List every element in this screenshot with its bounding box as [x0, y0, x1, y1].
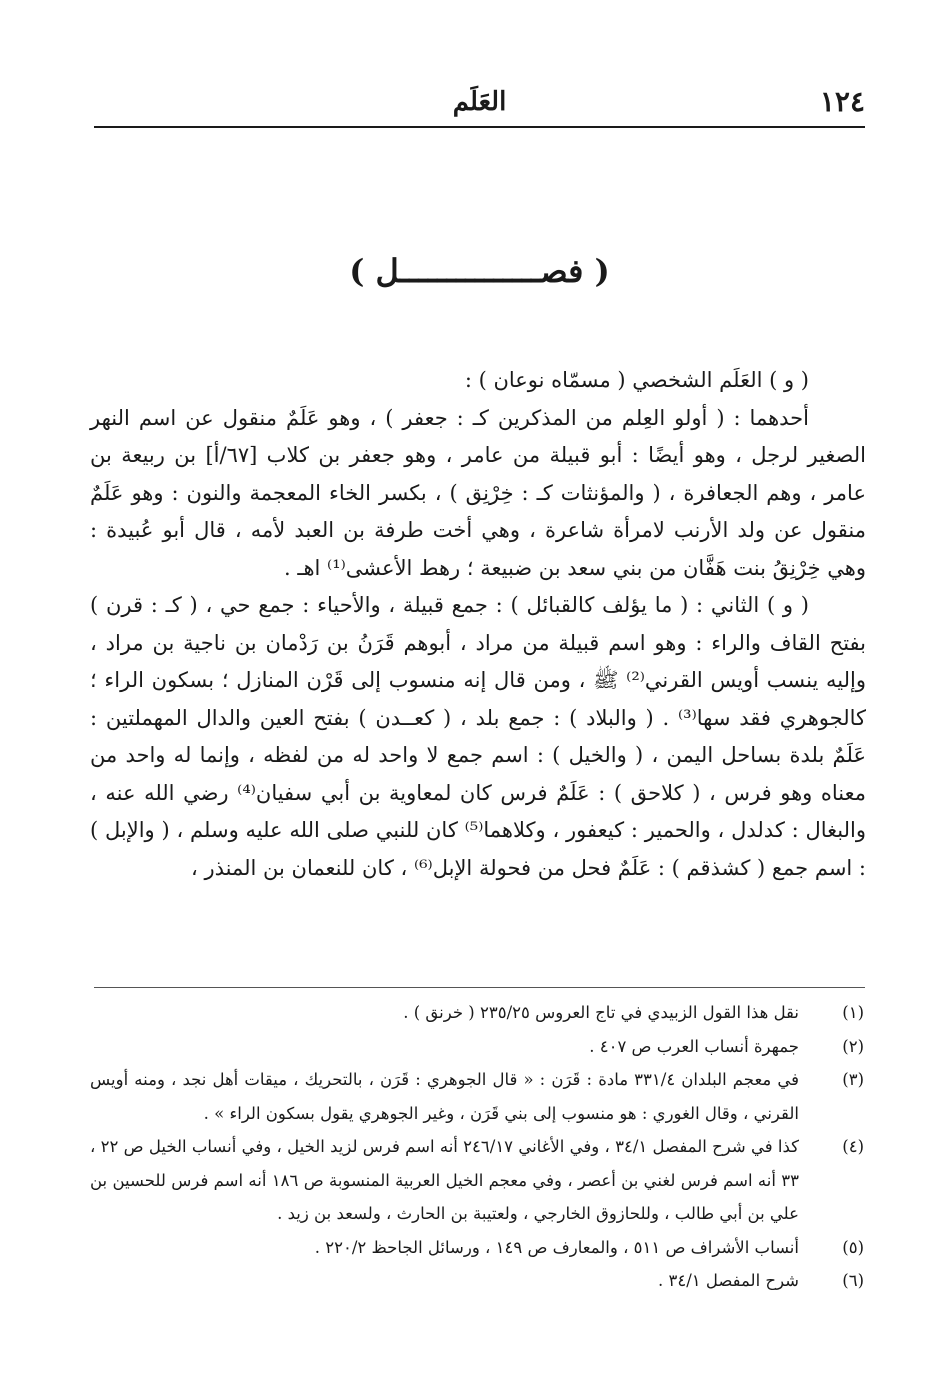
paragraph: ( و ) الثاني : ( ما يؤلف كالقبائل ) : جمع قبيلة ، والأحياء : جمع حي ، ( كـ : قرن ) بفتح القاف والراء : وهو اسم قبيلة من مراد ، أبوهم قَرَنُ بن رَدْمان بن ناجية بن مراد ، وإليه ينسب أويس القرني⁽²⁾ ﷺ ، ومن قال إنه منسوب إلى قَرْن المنازل ؛ بسكون الراء ؛ كالجوهري فقد سها⁽³⁾ . ( والبلاد ) : جمع بلد ، ( كعــدن ) بفتح العين والدال المهملتين : عَلَمٌ بلدة بساحل اليمن ، ( والخيل ) : اسم جمع لا واحد له من لفظه ، وإنما له واحد من معناه وهو فرس ، ( كلاحق ) : عَلَمٌ فرس كان لمعاوية بن أبي سفيان⁽⁴⁾ رضي الله عنه ، والبغال : كدلدل ، والحمير : كيعفور ، وكلاهما⁽⁵⁾ كان للنبي صلى الله عليه وسلم ، ( والإبل ) : اسم جمع ( كشذقم ) : عَلَمٌ فحل من فحولة الإبل⁽⁶⁾ ، كان للنعمان بن المنذر ،	[90, 593, 866, 880]
footnote	[90, 1063, 866, 1130]
footnote-number: (٥)	[842, 1237, 864, 1257]
footnote	[90, 1130, 866, 1231]
section-heading: ( فصـــــــــــــــل )	[349, 252, 610, 290]
footnote-text: في معجم البلدان ٣٣١/٤ مادة : قَرَن : « قال الجوهري : قَرَن ، بالتحريك ، ميقات أهل نجد ، ومنه أويس القرني ، وقال الغوري : هو منسوب إلى بني قَرَن ، وغير الجوهري يقول بسكون الراء » .	[90, 1070, 799, 1123]
footnote-number: (١)	[842, 1003, 864, 1022]
footnote-number: (٤)	[842, 1137, 864, 1156]
footnote-text: نقل هذا القول الزبيدي في تاج العروس ٢٣٥/٢٥ ( خرنق ) .	[403, 1003, 799, 1022]
main-text	[90, 362, 866, 887]
footnote-separator	[94, 987, 865, 988]
paragraph: أحدهما : ( أولو العِلم من المذكرين كـ : جعفر ) ، وهو عَلَمٌ منقول عن اسم النهر الصغير لرجل ، وهو أيضًا : أبو قبيلة من عامر ، وهو جعفر بن كلاب [٦٧/أ] بن ربيعة بن عامر ، وهم الجعافرة ، ( والمؤنثات كـ : خِرْنِق ) ، بكسر الخاء المعجمة والنون : وهو عَلَمٌ منقول عن ولد الأرنب لامرأة شاعرة ، وهي أخت طرفة بن العبد لأمه ، قال أبو عُبيدة : وهي خِرْنِقُ بنت هَفَّان من بني سعد بن ضبيعة ؛ رهط الأعشى⁽¹⁾ اهـ .	[90, 405, 866, 580]
footnote	[90, 996, 866, 1030]
footnote-text: جمهرة أنساب العرب ص ٤٠٧ .	[589, 1036, 799, 1056]
footnotes	[90, 996, 866, 1298]
footnote	[90, 1231, 866, 1265]
footnote-number: (٣)	[842, 1070, 864, 1089]
footnote-text: كذا في شرح المفصل ٣٤/١ ، وفي الأغاني ٢٤٦/١٧ أنه اسم فرس لزيد الخيل ، وفي أنساب الخيل ص ٢٢ ، ٣٣ أنه اسم فرس لغني بن أعصر ، وفي معجم الخيل العربية المنسوبة ص ١٨٦ أنه اسم فرس للحسين بن علي بن أبي طالب ، وللحازوق الخارجي ، ولعتيبة بن الحارث ، ولسعد بن زيد .	[90, 1137, 799, 1223]
footnote-text: أنساب الأشراف ص ٥١١ ، والمعارف ص ١٤٩ ، ورسائل الجاحظ ٢٢٠/٢ .	[314, 1237, 799, 1257]
footnote	[90, 1264, 866, 1298]
footnote-number: (٢)	[842, 1036, 864, 1056]
footnote-text: شرح المفصل ٣٤/١ .	[657, 1271, 799, 1290]
footnote	[90, 1030, 866, 1064]
running-header	[94, 84, 865, 128]
running-title: العَلَم	[452, 87, 507, 117]
page-number: ١٢٤	[819, 85, 865, 118]
footnote-number: (٦)	[842, 1271, 864, 1290]
paragraph: ( و ) العَلَم الشخصي ( مسمّاه نوعان ) :	[464, 368, 809, 392]
